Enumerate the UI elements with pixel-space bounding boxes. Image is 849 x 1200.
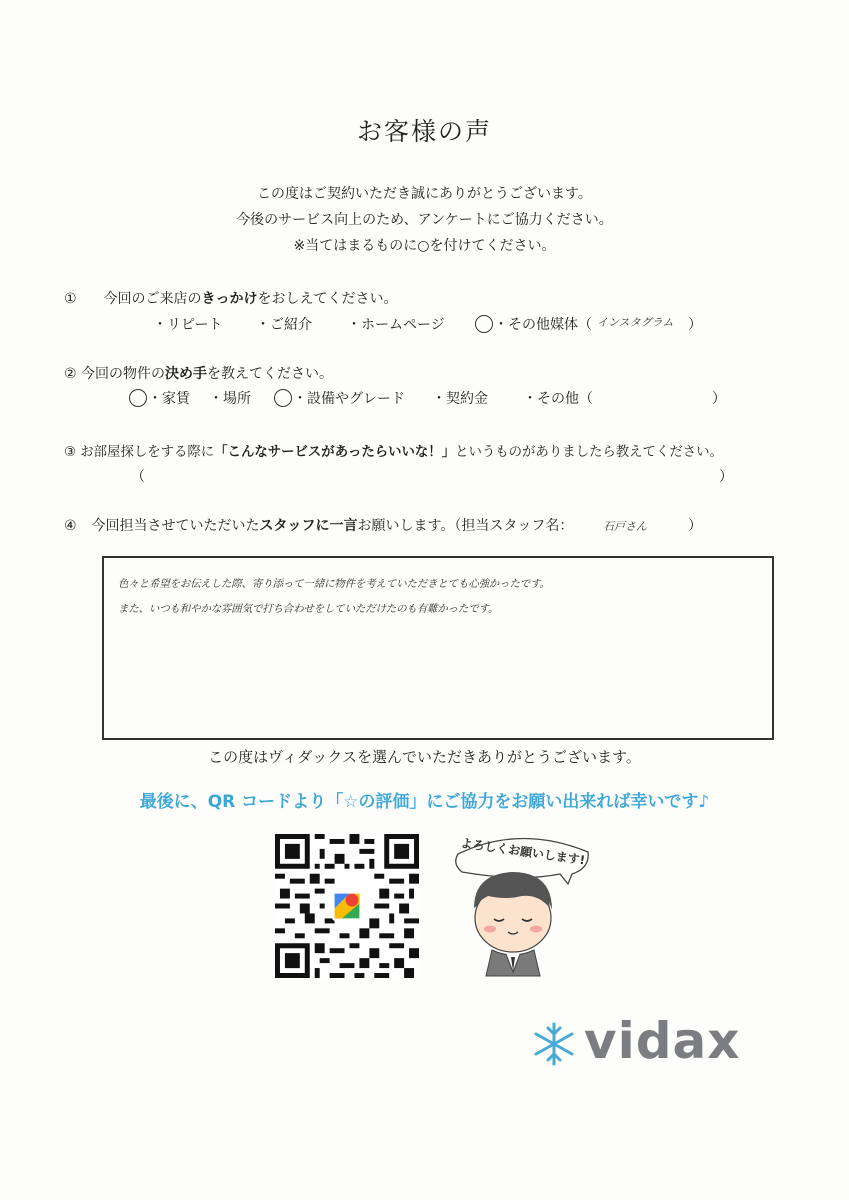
question-4-number: ④: [64, 518, 77, 534]
question-1-bold: きっかけ: [201, 291, 258, 307]
selected-circle-mark: [274, 389, 292, 407]
closing-request: 最後に、QR コードより「☆の評価」にご協力をお願い出来れば幸いです♪: [139, 792, 710, 812]
question-3-text-end: というものがありましたら教えてください。: [455, 445, 723, 460]
q3-close-paren: ）: [719, 469, 733, 485]
question-2-bold: 決め手: [165, 366, 208, 382]
question-1-number: ①: [64, 291, 77, 307]
question-4: [64, 515, 573, 535]
selected-circle-mark: [475, 315, 493, 333]
q1-option-homepage[interactable]: ・ホームページ: [347, 317, 445, 333]
q2-option-rent-label: ・家賃: [148, 391, 190, 407]
question-1-text: 今回のご来店の: [103, 291, 202, 307]
q1-option-other-label: ・その他媒体（: [494, 317, 592, 333]
question-4-text: 今回担当させていただいた: [91, 518, 260, 534]
q2-option-rent[interactable]: [129, 388, 190, 408]
intro-line-1: この度はご契約いただき誠にありがとうございます。: [257, 186, 592, 202]
comment-line-2: また、いつも和やかな雰囲気で打ち合わせをしていただけたのも有難かったです。: [118, 603, 499, 615]
question-2-text-end: を教えてください。: [207, 366, 334, 382]
vidax-logo-text: vidax: [584, 1012, 741, 1070]
selected-circle-mark: [129, 389, 147, 407]
question-3-bold: 「こんなサービスがあったらいいな！」: [214, 445, 456, 460]
q2-close-paren: ）: [712, 391, 726, 407]
vidax-snowflake-icon: [530, 1020, 578, 1068]
q2-option-equipment[interactable]: [274, 388, 405, 408]
qr-code[interactable]: [275, 834, 419, 978]
question-1-text-end: をおしえてください。: [257, 291, 398, 307]
question-1: [64, 288, 397, 308]
intro-line-3: ※当てはまるものに○を付けてください。: [293, 238, 556, 254]
q2-option-equipment-label: ・設備やグレード: [293, 391, 405, 407]
q1-close-paren: ）: [688, 317, 702, 333]
q1-handwritten-answer: インスタグラム: [597, 316, 674, 329]
q1-option-other-media[interactable]: [475, 314, 592, 334]
comment-line-1: 色々と希望をお伝えした際、寄り添って一緒に物件を考えていただきとても心強かったです。: [118, 578, 550, 590]
map-pin-icon: [332, 891, 362, 921]
question-2-number: ②: [64, 366, 77, 382]
q1-option-referral[interactable]: ・ご紹介: [256, 317, 312, 333]
question-3-number: ③: [64, 445, 77, 460]
question-4-text-end: お願いします。（担当スタッフ名：: [357, 518, 574, 534]
q4-close-paren: ）: [688, 518, 702, 534]
intro-line-2: 今後のサービス向上のため、アンケートにご協力ください。: [236, 212, 613, 228]
question-4-bold: スタッフに一言: [259, 518, 358, 534]
q2-option-contract-fee[interactable]: ・契約金: [432, 391, 488, 407]
page-title: お客様の声: [356, 117, 492, 146]
speech-bubble-text: よろしくお願いします!: [459, 835, 586, 868]
question-2: [64, 363, 333, 383]
question-3-text: お部屋探しをする際に: [80, 445, 215, 460]
q3-open-paren: （: [131, 469, 145, 485]
thanks-text: この度はヴィダックスを選んでいただきありがとうございます。: [208, 748, 641, 766]
question-2-text: 今回の物件の: [81, 366, 166, 382]
question-3: [64, 441, 723, 460]
q1-option-repeat[interactable]: ・リピート: [153, 317, 223, 333]
q2-option-other[interactable]: ・その他（: [523, 391, 593, 407]
q2-option-location[interactable]: ・場所: [209, 391, 251, 407]
staff-name-handwritten: 石戸さん: [603, 520, 647, 533]
